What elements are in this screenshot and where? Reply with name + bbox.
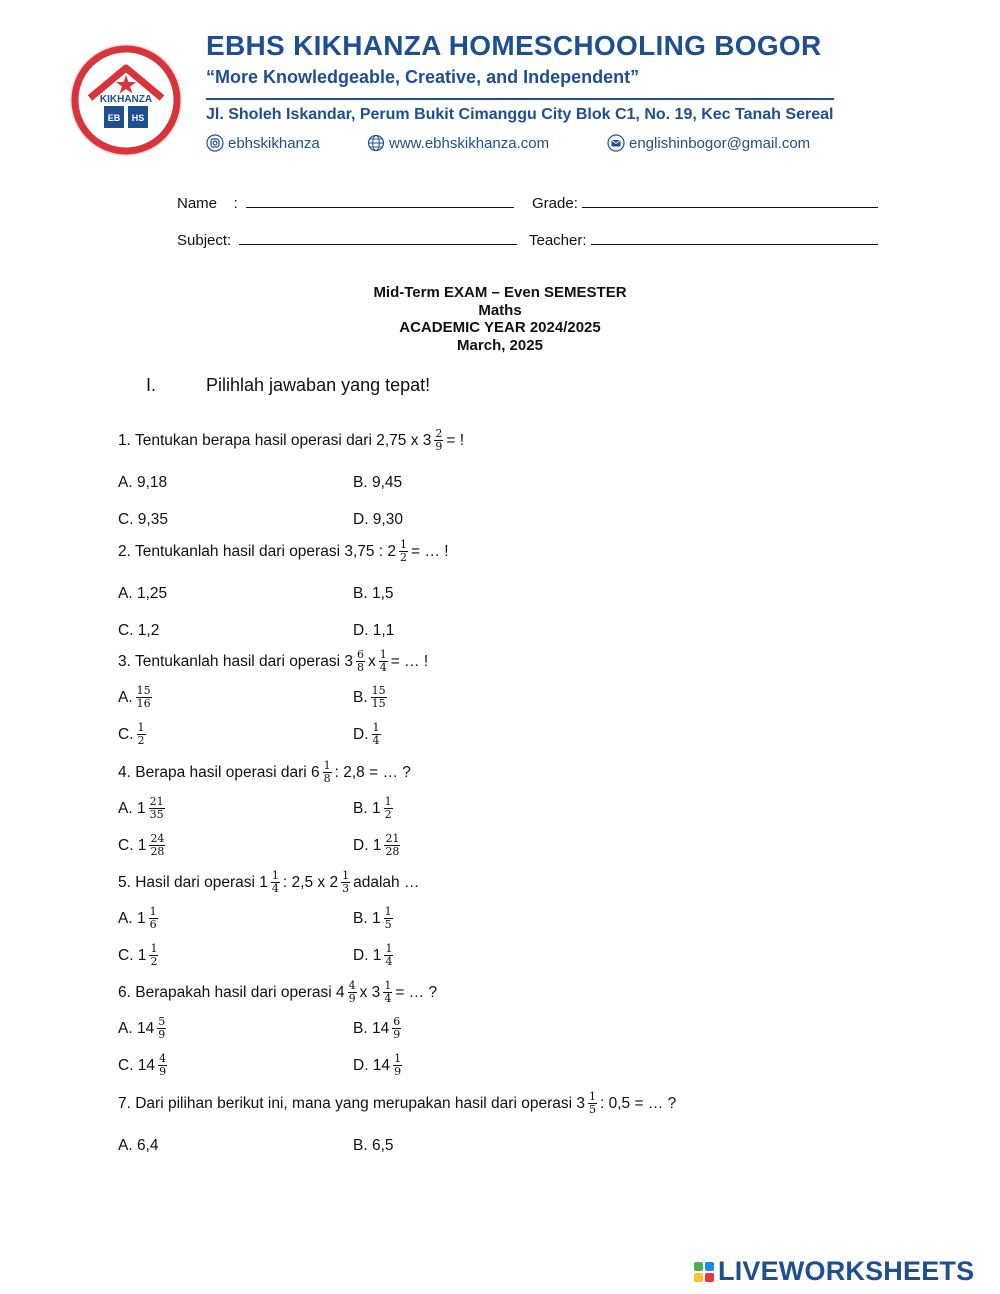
option-label: B. 1 bbox=[353, 909, 381, 927]
question-text-end: = ! bbox=[446, 431, 465, 449]
denominator: 4 bbox=[384, 992, 392, 1005]
instagram-handle: ebhskikhanza bbox=[228, 134, 320, 152]
numerator: 1 bbox=[384, 905, 392, 918]
option-label: C. 1 bbox=[118, 946, 147, 964]
q7-option-b[interactable] bbox=[353, 1137, 394, 1155]
question-text: 2. Tentukanlah hasil dari operasi 3,75 : 2 bbox=[118, 542, 397, 560]
q6-option-b[interactable] bbox=[353, 1016, 404, 1041]
q6-option-d[interactable] bbox=[353, 1053, 405, 1078]
header-divider bbox=[206, 98, 834, 100]
fraction bbox=[158, 1053, 167, 1078]
numerator: 1 bbox=[149, 905, 157, 918]
liveworksheets-brand[interactable] bbox=[694, 1256, 974, 1287]
fraction bbox=[136, 685, 152, 710]
question-text: 1. Tentukan berapa hasil operasi dari 2,75 x 3 bbox=[118, 431, 432, 449]
denominator: 16 bbox=[136, 697, 151, 710]
section-heading bbox=[146, 375, 430, 396]
q2-option-b[interactable] bbox=[353, 585, 394, 603]
teacher-field[interactable] bbox=[529, 232, 878, 249]
exam-title bbox=[300, 284, 700, 354]
email-address: englishinbogor@gmail.com bbox=[629, 134, 811, 152]
option-label: D. bbox=[353, 725, 369, 743]
question-6 bbox=[118, 980, 437, 1005]
question-7 bbox=[118, 1091, 676, 1116]
exam-title-line-1: Mid-Term EXAM – Even SEMESTER bbox=[373, 284, 627, 301]
option-label: C. 1,2 bbox=[118, 622, 160, 639]
numerator: 24 bbox=[150, 832, 165, 845]
numerator: 1 bbox=[400, 538, 408, 551]
fraction bbox=[384, 796, 393, 821]
option-label: C. 14 bbox=[118, 1056, 156, 1074]
option-label: D. 14 bbox=[353, 1056, 391, 1074]
q6-option-a[interactable] bbox=[118, 1016, 169, 1041]
option-label: D. 9,30 bbox=[353, 511, 403, 528]
denominator: 9 bbox=[158, 1028, 166, 1041]
fraction bbox=[372, 722, 381, 747]
school-logo bbox=[68, 42, 184, 158]
numerator: 1 bbox=[150, 942, 158, 955]
fraction bbox=[384, 906, 393, 931]
fraction bbox=[149, 796, 165, 821]
fraction bbox=[588, 1091, 597, 1116]
question-text: 6. Berapakah hasil dari operasi 4 bbox=[118, 983, 345, 1001]
logo-emblem bbox=[68, 42, 184, 158]
option-label: A. 14 bbox=[118, 1019, 155, 1037]
q4-option-b[interactable] bbox=[353, 796, 396, 821]
question-2 bbox=[118, 539, 449, 564]
option-label: D. 1,1 bbox=[353, 622, 395, 639]
grade-blank[interactable] bbox=[582, 195, 878, 208]
section-instruction: Pilihlah jawaban yang tepat! bbox=[206, 375, 431, 395]
option-label: B. bbox=[353, 688, 368, 706]
q3-option-a[interactable] bbox=[118, 685, 155, 710]
denominator: 6 bbox=[149, 918, 157, 931]
denominator: 4 bbox=[372, 734, 380, 747]
q7-option-a[interactable] bbox=[118, 1137, 159, 1155]
q1-option-b[interactable] bbox=[353, 474, 402, 492]
question-text-end: adalah … bbox=[353, 873, 420, 891]
fraction bbox=[434, 428, 443, 453]
fraction bbox=[393, 1053, 402, 1078]
numerator: 1 bbox=[384, 979, 392, 992]
question-text-end: : 0,5 = … ? bbox=[599, 1094, 677, 1112]
denominator: 9 bbox=[159, 1065, 167, 1078]
question-1 bbox=[118, 428, 464, 453]
q5-option-a[interactable] bbox=[118, 906, 161, 931]
grade-label: Grade: bbox=[532, 195, 578, 212]
logo-right-text: HS bbox=[131, 113, 145, 123]
option-label: A. 9,18 bbox=[118, 474, 168, 491]
numerator: 2 bbox=[435, 427, 443, 440]
contact-instagram bbox=[206, 134, 320, 152]
numerator: 1 bbox=[394, 1052, 402, 1065]
exam-date: March, 2025 bbox=[457, 336, 543, 354]
teacher-label: Teacher: bbox=[529, 232, 587, 249]
denominator: 9 bbox=[435, 440, 443, 453]
contact-website bbox=[367, 134, 549, 152]
grade-field[interactable] bbox=[532, 195, 878, 212]
denominator: 5 bbox=[588, 1103, 596, 1116]
option-label: A. 1 bbox=[118, 909, 146, 927]
fraction bbox=[379, 649, 388, 674]
denominator: 35 bbox=[149, 808, 164, 821]
denominator: 4 bbox=[385, 955, 393, 968]
numerator: 6 bbox=[356, 648, 364, 661]
denominator: 2 bbox=[400, 551, 408, 564]
fraction bbox=[137, 722, 146, 747]
fraction bbox=[341, 870, 350, 895]
numerator: 21 bbox=[385, 832, 400, 845]
option-label: D. 1 bbox=[353, 946, 382, 964]
school-motto: “More Knowledgeable, Creative, and Independent” bbox=[206, 67, 640, 87]
numerator: 1 bbox=[323, 759, 331, 772]
q4-option-a[interactable] bbox=[118, 796, 168, 821]
option-label: C. bbox=[118, 725, 134, 743]
denominator: 2 bbox=[384, 808, 392, 821]
q1-option-a[interactable] bbox=[118, 474, 167, 492]
q5-option-b[interactable] bbox=[353, 906, 396, 931]
numerator: 5 bbox=[158, 1015, 166, 1028]
denominator: 8 bbox=[323, 772, 331, 785]
option-label: B. 1 bbox=[353, 799, 381, 817]
fraction bbox=[356, 649, 365, 674]
numerator: 6 bbox=[393, 1015, 401, 1028]
q3-option-c[interactable] bbox=[118, 722, 149, 747]
denominator: 3 bbox=[342, 882, 350, 895]
contact-email bbox=[607, 134, 810, 152]
mail-icon bbox=[607, 134, 625, 152]
option-label: B. 9,45 bbox=[353, 474, 403, 491]
numerator: 4 bbox=[348, 979, 356, 992]
question-3 bbox=[118, 649, 428, 674]
school-address: Jl. Sholeh Iskandar, Perum Bukit Cimanggu City Blok C1, No. 19, Kec Tanah Sereal bbox=[206, 106, 834, 123]
denominator: 4 bbox=[379, 661, 387, 674]
denominator: 15 bbox=[371, 697, 386, 710]
question-operator: : 2,5 x 2 bbox=[282, 873, 339, 891]
q3-option-b[interactable] bbox=[353, 685, 390, 710]
q1-option-d[interactable] bbox=[353, 511, 403, 529]
option-label: D. 1 bbox=[353, 836, 382, 854]
question-text-end: = … ! bbox=[411, 542, 449, 560]
fraction bbox=[149, 943, 158, 968]
numerator: 1 bbox=[342, 869, 350, 882]
denominator: 9 bbox=[348, 992, 356, 1005]
question-4 bbox=[118, 760, 411, 785]
denominator: 2 bbox=[137, 734, 145, 747]
logo-left-text: EB bbox=[107, 113, 121, 123]
q4-option-c[interactable] bbox=[118, 833, 168, 858]
section-number: I. bbox=[146, 375, 157, 395]
numerator: 1 bbox=[384, 795, 392, 808]
question-text-end: : 2,8 = … ? bbox=[334, 763, 411, 781]
question-text: 5. Hasil dari operasi 1 bbox=[118, 873, 268, 891]
brand-name: LIVEWORKSHEETS bbox=[718, 1256, 975, 1286]
option-label: A. 1,25 bbox=[118, 585, 168, 602]
subject-blank[interactable] bbox=[239, 232, 517, 245]
option-label: B. 14 bbox=[353, 1019, 390, 1037]
globe-icon bbox=[367, 134, 385, 152]
question-text: 4. Berapa hasil operasi dari 6 bbox=[118, 763, 320, 781]
subject-label: Subject: bbox=[177, 232, 232, 249]
option-label: A. 1 bbox=[118, 799, 146, 817]
fraction bbox=[384, 833, 400, 858]
denominator: 2 bbox=[150, 955, 158, 968]
denominator: 28 bbox=[385, 845, 400, 858]
numerator: 1 bbox=[137, 721, 145, 734]
teacher-blank[interactable] bbox=[591, 232, 878, 245]
fraction bbox=[392, 1016, 401, 1041]
numerator: 21 bbox=[149, 795, 164, 808]
fraction bbox=[157, 1016, 166, 1041]
name-label: Name : bbox=[177, 195, 238, 212]
fraction bbox=[371, 685, 387, 710]
option-label: C. 9,35 bbox=[118, 511, 168, 528]
numerator: 1 bbox=[588, 1090, 596, 1103]
question-text: 3. Tentukanlah hasil dari operasi 3 bbox=[118, 652, 353, 670]
exam-subject: Maths bbox=[478, 301, 522, 319]
denominator: 4 bbox=[271, 882, 279, 895]
liveworksheets-logo-icon bbox=[694, 1262, 714, 1282]
name-field[interactable] bbox=[177, 195, 514, 212]
numerator: 1 bbox=[379, 648, 387, 661]
q1-option-c[interactable] bbox=[118, 511, 168, 529]
option-label: B. 6,5 bbox=[353, 1137, 394, 1154]
fraction bbox=[271, 870, 280, 895]
q5-option-d[interactable] bbox=[353, 943, 396, 968]
numerator: 1 bbox=[372, 721, 380, 734]
option-label: B. 1,5 bbox=[353, 585, 394, 602]
question-operator: x bbox=[367, 652, 376, 670]
numerator: 15 bbox=[371, 684, 386, 697]
q2-option-c[interactable] bbox=[118, 622, 159, 640]
fraction bbox=[149, 906, 158, 931]
denominator: 5 bbox=[384, 918, 392, 931]
q6-option-c[interactable] bbox=[118, 1053, 170, 1078]
academic-year: ACADEMIC YEAR 2024/2025 bbox=[399, 319, 601, 336]
denominator: 8 bbox=[356, 661, 364, 674]
question-text: 7. Dari pilihan berikut ini, mana yang merupakan hasil dari operasi 3 bbox=[118, 1094, 585, 1112]
numerator: 4 bbox=[159, 1052, 167, 1065]
question-operator: x 3 bbox=[359, 983, 381, 1001]
q2-option-d[interactable] bbox=[353, 622, 394, 640]
q3-option-d[interactable] bbox=[353, 722, 384, 747]
fraction bbox=[348, 980, 357, 1005]
fraction bbox=[384, 943, 393, 968]
subject-field[interactable] bbox=[177, 232, 517, 249]
denominator: 9 bbox=[394, 1065, 402, 1078]
fraction bbox=[383, 980, 392, 1005]
website-url: www.ebhskikhanza.com bbox=[389, 134, 550, 152]
numerator: 15 bbox=[136, 684, 151, 697]
fraction bbox=[323, 760, 332, 785]
q5-option-c[interactable] bbox=[118, 943, 161, 968]
numerator: 1 bbox=[385, 942, 393, 955]
instagram-icon bbox=[206, 134, 224, 152]
name-blank[interactable] bbox=[246, 195, 514, 208]
question-5 bbox=[118, 870, 419, 895]
denominator: 9 bbox=[393, 1028, 401, 1041]
question-text-end: = … ? bbox=[395, 983, 438, 1001]
question-text-end: = … ! bbox=[390, 652, 429, 670]
q2-option-a[interactable] bbox=[118, 585, 167, 603]
q4-option-d[interactable] bbox=[353, 833, 403, 858]
denominator: 28 bbox=[150, 845, 165, 858]
option-label: A. bbox=[118, 688, 133, 706]
numerator: 1 bbox=[271, 869, 279, 882]
school-name: EBHS KIKHANZA HOMESCHOOLING BOGOR bbox=[206, 30, 822, 61]
option-label: C. 1 bbox=[118, 836, 147, 854]
option-label: A. 6,4 bbox=[118, 1137, 159, 1154]
fraction bbox=[399, 539, 408, 564]
fraction bbox=[149, 833, 165, 858]
logo-text: KIKHANZA bbox=[99, 94, 153, 105]
